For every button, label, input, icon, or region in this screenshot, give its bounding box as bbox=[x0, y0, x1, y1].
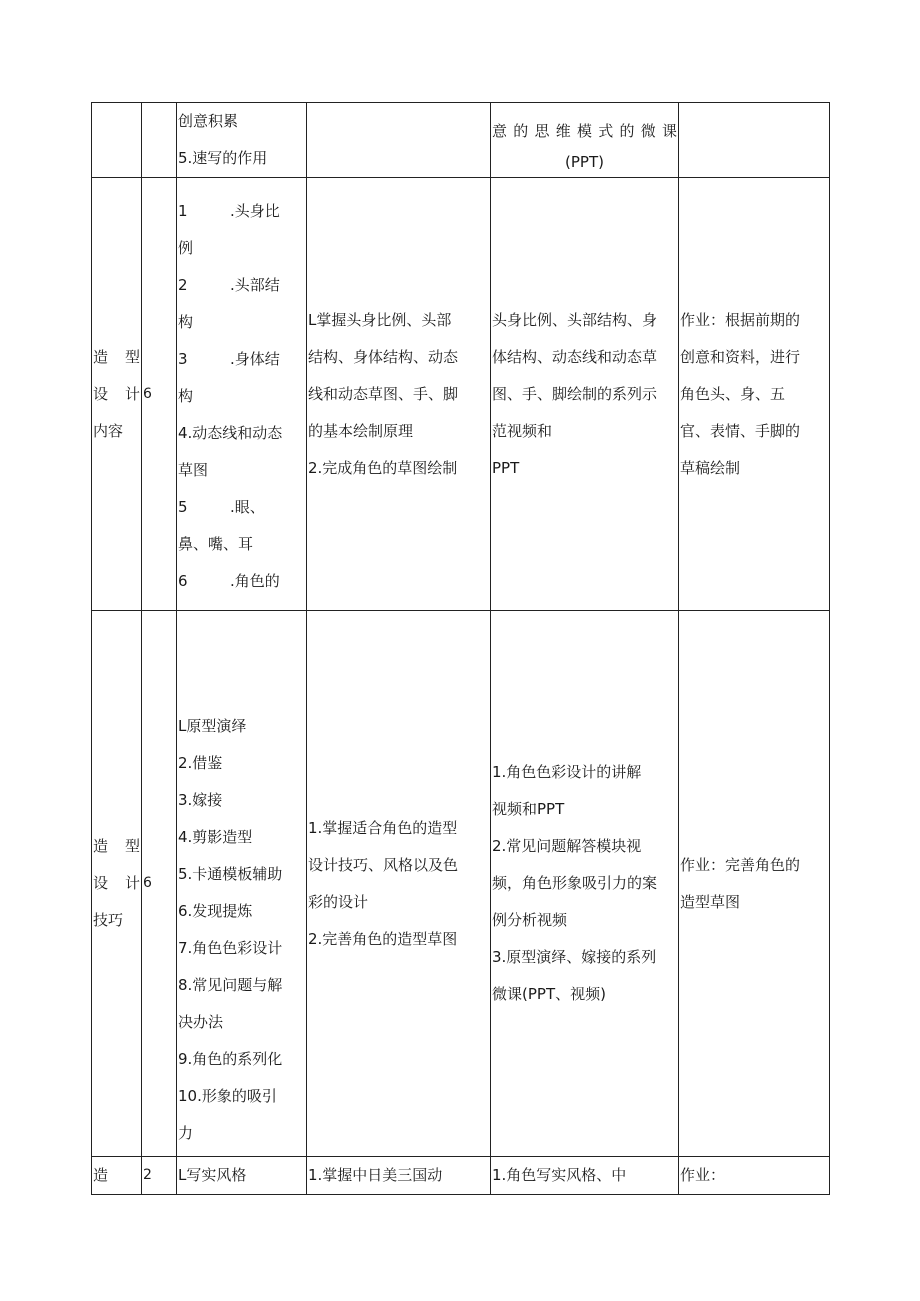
resource-line: 头身比例、头部结构、身 bbox=[492, 310, 658, 329]
homework-line: 官、表情、手脚的 bbox=[680, 421, 801, 440]
resource-line: 例分析视频 bbox=[492, 911, 568, 929]
resource-line: (PPT) bbox=[565, 152, 604, 171]
objective-cell bbox=[307, 611, 491, 1157]
content-line: 4.剪影造型 bbox=[178, 828, 253, 846]
homework-line: 草稿绘制 bbox=[680, 458, 741, 477]
resource-line: 1.角色写实风格、中 bbox=[492, 1166, 627, 1184]
objective-cell bbox=[307, 178, 491, 611]
homework-cell bbox=[679, 1157, 830, 1195]
content-line: 10.形象的吸引 bbox=[178, 1087, 277, 1105]
content-line: 鼻、嘴、耳 bbox=[178, 534, 254, 553]
content-line: 6 .角色的 bbox=[178, 571, 280, 590]
content-line: 6.发现提炼 bbox=[178, 902, 253, 920]
objective-line: 2.完善角色的造型草图 bbox=[308, 929, 458, 948]
resource-line: 频，角色形象吸引力的案 bbox=[492, 874, 658, 892]
homework-line: 作业：完善角色的 bbox=[680, 855, 801, 874]
resource-line: 2.常见问题解答模块视 bbox=[492, 837, 642, 855]
homework-line: 作业：根据前期的 bbox=[680, 310, 801, 329]
table-row bbox=[92, 103, 830, 178]
topic-line: 内容 bbox=[93, 421, 124, 440]
objective-line: L掌握头身比例、头部 bbox=[308, 310, 452, 329]
resource-cell bbox=[491, 178, 679, 611]
course-plan-table bbox=[91, 102, 830, 1195]
topic-cell bbox=[92, 103, 142, 178]
resource-line: 范视频和 bbox=[492, 421, 553, 440]
hours-cell bbox=[142, 611, 177, 1157]
content-line: 8.常见问题与解 bbox=[178, 976, 283, 994]
homework-cell bbox=[679, 103, 830, 178]
resource-line: 体结构、动态线和动态草 bbox=[492, 347, 658, 366]
homework-cell bbox=[679, 611, 830, 1157]
resource-line: 图、手、脚绘制的系列示 bbox=[492, 384, 658, 403]
content-cell bbox=[177, 1157, 307, 1195]
homework-cell bbox=[679, 178, 830, 611]
content-line: 1 .头身比 bbox=[178, 201, 280, 220]
content-line: 3.嫁接 bbox=[178, 791, 223, 809]
resource-cell bbox=[491, 1157, 679, 1195]
resource-line: 3.原型演绎、嫁接的系列 bbox=[492, 948, 657, 966]
topic-line: 造 型 bbox=[93, 837, 140, 855]
resource-line: 意的思维模式的微课 bbox=[492, 121, 677, 140]
objective-line: 的基本绘制原理 bbox=[308, 421, 414, 440]
homework-line: 造型草图 bbox=[680, 892, 741, 911]
hours-value: 6 bbox=[143, 875, 152, 891]
topic-line: 技巧 bbox=[93, 911, 124, 929]
hours-cell bbox=[142, 178, 177, 611]
homework-line: 角色头、身、五 bbox=[680, 384, 786, 403]
objective-line: 2.完成角色的草图绘制 bbox=[308, 458, 458, 477]
resource-line: 1.角色色彩设计的讲解 bbox=[492, 763, 642, 781]
topic-line: 设 计 bbox=[93, 384, 140, 403]
objective-line: 线和动态草图、手、脚 bbox=[308, 384, 459, 403]
table-row bbox=[92, 178, 830, 611]
content-line: 力 bbox=[178, 1124, 194, 1142]
objective-cell bbox=[307, 1157, 491, 1195]
content-line: 5.卡通模板辅助 bbox=[178, 865, 283, 883]
objective-line: 彩的设计 bbox=[308, 892, 369, 911]
content-line: 创意积累 bbox=[178, 112, 239, 130]
objective-cell bbox=[307, 103, 491, 178]
hours-cell bbox=[142, 103, 177, 178]
objective-line: 设计技巧、风格以及色 bbox=[308, 855, 459, 874]
table-row bbox=[92, 611, 830, 1157]
content-line: 5 .眼、 bbox=[178, 497, 265, 516]
objective-line: 1.掌握适合角色的造型 bbox=[308, 818, 458, 837]
resource-line: 视频和PPT bbox=[492, 800, 565, 818]
content-line: 草图 bbox=[178, 460, 209, 479]
content-line: L写实风格 bbox=[178, 1166, 247, 1184]
content-cell bbox=[177, 611, 307, 1157]
topic-cell bbox=[92, 1157, 142, 1195]
hours-cell bbox=[142, 1157, 177, 1195]
homework-line: 创意和资料，进行 bbox=[680, 347, 801, 366]
table-row bbox=[92, 1157, 830, 1195]
hours-value: 6 bbox=[143, 385, 152, 402]
content-cell bbox=[177, 178, 307, 611]
content-line: 例 bbox=[178, 238, 194, 257]
content-line: 7.角色色彩设计 bbox=[178, 939, 283, 957]
objective-line: 结构、身体结构、动态 bbox=[308, 347, 459, 366]
topic-line: 设 计 bbox=[93, 874, 140, 892]
objective-line: 1.掌握中日美三国动 bbox=[308, 1166, 443, 1184]
content-line: 5.速写的作用 bbox=[178, 149, 268, 167]
homework-line: 作业： bbox=[680, 1166, 726, 1184]
hours-value: 2 bbox=[143, 1167, 152, 1183]
topic-line: 造 型 bbox=[93, 347, 140, 366]
topic-cell bbox=[92, 178, 142, 611]
content-cell bbox=[177, 103, 307, 178]
content-line: 4.动态线和动态 bbox=[178, 423, 283, 442]
content-line: 2 .头部结 bbox=[178, 275, 280, 294]
content-line: 9.角色的系列化 bbox=[178, 1050, 283, 1068]
content-line: 2.借鉴 bbox=[178, 754, 223, 772]
content-line: L原型演绎 bbox=[178, 717, 247, 735]
topic-cell bbox=[92, 611, 142, 1157]
content-line: 构 bbox=[178, 386, 194, 405]
content-line: 决办法 bbox=[178, 1013, 224, 1031]
resource-cell bbox=[491, 103, 679, 178]
resource-cell bbox=[491, 611, 679, 1157]
content-line: 3 .身体结 bbox=[178, 349, 280, 368]
topic-line: 造 bbox=[93, 1166, 109, 1184]
content-line: 构 bbox=[178, 312, 194, 331]
resource-line: 微课(PPT、视频) bbox=[492, 985, 606, 1003]
resource-line: PPT bbox=[492, 458, 520, 477]
